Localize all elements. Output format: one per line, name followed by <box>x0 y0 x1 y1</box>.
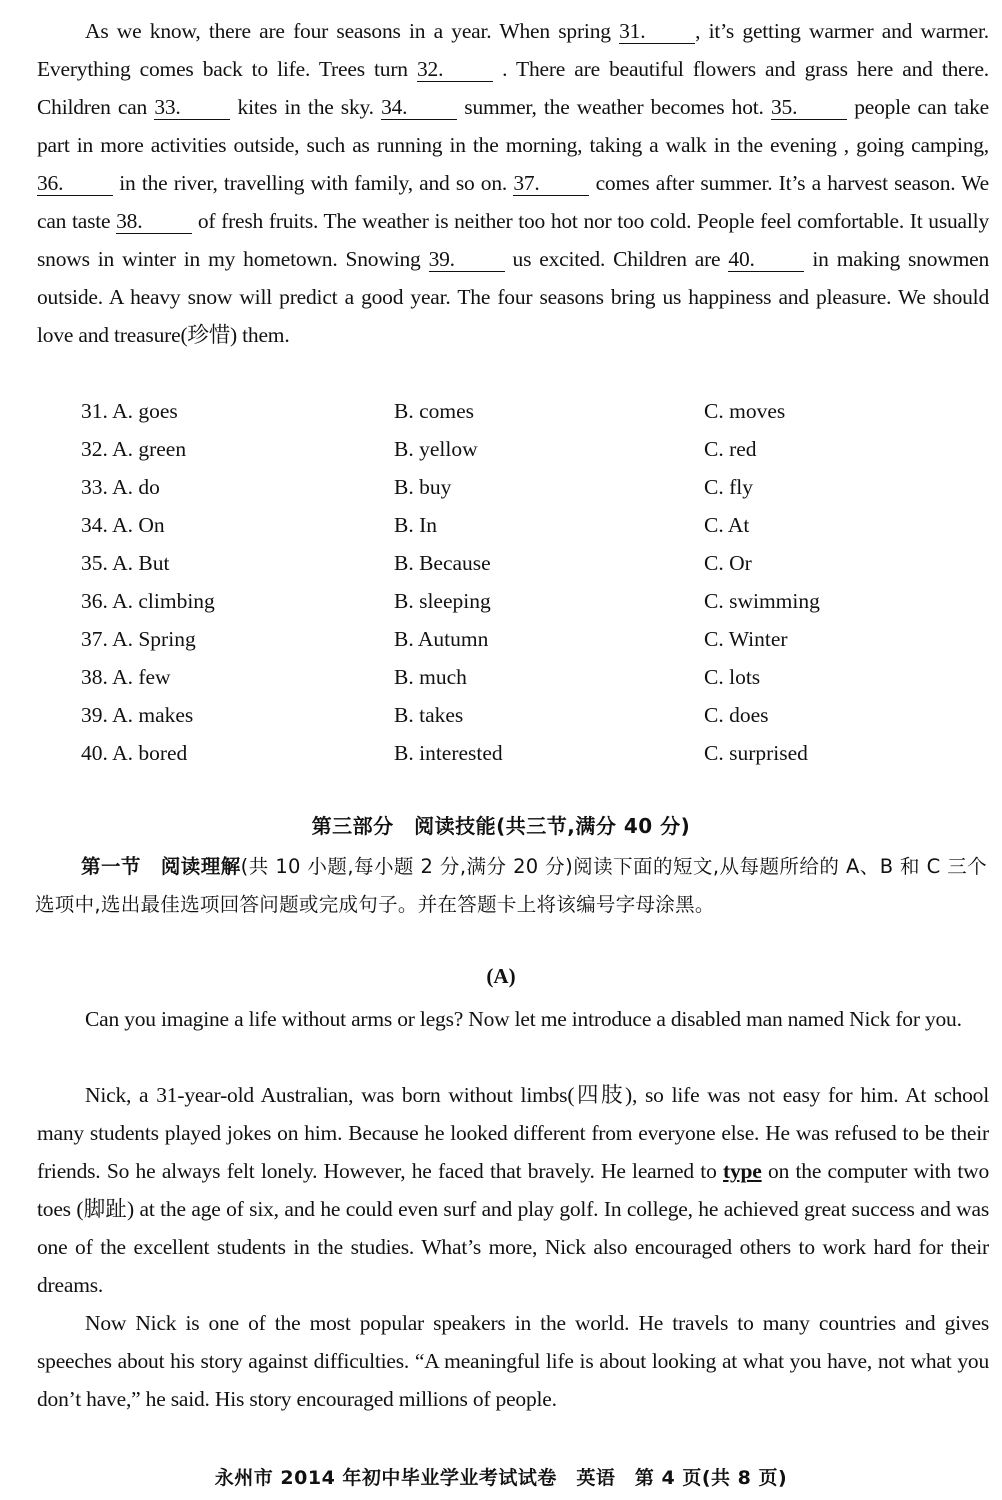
question-number: 35. <box>81 551 108 575</box>
option-row <box>81 734 961 772</box>
option-row <box>81 506 961 544</box>
option-a <box>81 620 196 658</box>
passage-p2-text-before: Nick, a 31-year-old Australian, was born without limbs(四肢), so life was not easy for him. At school many students played jokes on him. Because he looked different from everyone else. He was refused to be their friends. So he always felt lonely. However, he faced that bravely. He learned to <box>37 1083 989 1183</box>
cloze-blank: 33. <box>154 95 230 120</box>
option-b: B. comes <box>394 399 475 423</box>
cloze-blank: 32. <box>417 57 493 82</box>
question-number: 40. <box>81 741 108 765</box>
option-row <box>81 582 961 620</box>
cloze-blank: 40. <box>728 247 804 272</box>
section-heading: 第一节 阅读理解 <box>81 855 241 878</box>
question-number: 31. <box>81 399 108 423</box>
option-b: B. takes <box>394 703 464 727</box>
cloze-text: in the river, travelling with family, and so on. <box>113 171 514 195</box>
cloze-passage <box>37 12 989 354</box>
option-b: B. interested <box>394 741 503 765</box>
option-c: C. fly <box>704 475 753 499</box>
option-c: C. moves <box>704 399 786 423</box>
passage-p2-text-after: on the computer with two toes (脚趾) at the age of six, and he could even surf and play golf. In college, he achieved great success and was one of the excellent students in the studies. What’s more, Nick also encouraged others to work hard for their dreams. <box>37 1159 989 1297</box>
option-a <box>81 468 160 506</box>
option-a-text: A. green <box>112 437 187 461</box>
cloze-text: kites in the sky. <box>230 95 382 119</box>
cloze-blank: 35. <box>771 95 847 120</box>
question-number: 37. <box>81 627 108 651</box>
cloze-text: summer, the weather becomes hot. <box>457 95 771 119</box>
question-number: 34. <box>81 513 108 537</box>
option-row <box>81 544 961 582</box>
cloze-text: comes after summer. It’s a harvest season. We can taste <box>37 171 989 233</box>
option-a-text: A. do <box>112 475 160 499</box>
question-number: 36. <box>81 589 108 613</box>
option-a-text: A. On <box>112 513 165 537</box>
question-number: 39. <box>81 703 108 727</box>
option-c: C. red <box>704 437 757 461</box>
option-b: B. yellow <box>394 437 478 461</box>
passage-paragraph-2 <box>37 1076 989 1304</box>
option-a <box>81 658 171 696</box>
option-c: C. Winter <box>704 627 788 651</box>
option-row <box>81 430 961 468</box>
option-row <box>81 696 961 734</box>
option-a-text: A. bored <box>112 741 188 765</box>
cloze-options <box>81 392 961 772</box>
option-c: C. surprised <box>704 741 808 765</box>
question-number: 32. <box>81 437 108 461</box>
option-a-text: A. Spring <box>112 627 196 651</box>
option-c: C. Or <box>704 551 752 575</box>
cloze-text: in making snowmen outside. A heavy snow will predict a good year. The four seasons bring us happiness and pleasure. We should love and treasure(珍惜) them. <box>37 247 989 347</box>
option-row <box>81 392 961 430</box>
cloze-text: us excited. Children are <box>504 247 729 271</box>
cloze-text: , it’s getting warmer and warmer. Everything comes back to life. Trees turn <box>37 19 989 81</box>
section-instructions <box>35 848 987 924</box>
option-c: C. At <box>704 513 750 537</box>
option-b: B. buy <box>394 475 452 499</box>
cloze-blank: 36. <box>37 171 113 196</box>
cloze-text: . There are beautiful flowers and grass here and there. Children can <box>37 57 989 119</box>
keyword-type: type <box>723 1159 762 1183</box>
option-c: C. swimming <box>704 589 820 613</box>
option-a-text: A. climbing <box>112 589 215 613</box>
cloze-blank: 31. <box>619 19 695 44</box>
section-instruction-text: (共 10 小题,每小题 2 分,满分 20 分)阅读下面的短文,从每题所给的 A、B 和 C 三个选项中,选出最佳选项回答问题或完成句子。并在答题卡上将该编号字母涂黑。 <box>35 855 987 916</box>
option-row <box>81 658 961 696</box>
cloze-blank: 39. <box>429 247 505 272</box>
option-a <box>81 734 187 772</box>
page-footer: 永州市 2014 年初中毕业学业考试试卷 英语 第 4 页(共 8 页) <box>214 1467 788 1489</box>
option-a <box>81 544 169 582</box>
option-b: B. In <box>394 513 437 537</box>
option-b: B. sleeping <box>394 589 491 613</box>
cloze-blank: 34. <box>381 95 457 120</box>
option-a-text: A. makes <box>112 703 194 727</box>
passage-label: (A) <box>486 964 516 988</box>
option-a <box>81 392 178 430</box>
option-b: B. much <box>394 665 467 689</box>
cloze-blank: 37. <box>513 171 589 196</box>
section-title: 第三部分 阅读技能(共三节,满分 40 分) <box>311 814 691 838</box>
passage-paragraph-1: Can you imagine a life without arms or legs? Now let me introduce a disabled man named Nick for you. <box>85 1007 962 1031</box>
option-b: B. Autumn <box>394 627 489 651</box>
option-a <box>81 430 186 468</box>
option-c: C. does <box>704 703 769 727</box>
option-a <box>81 506 165 544</box>
option-a-text: A. goes <box>112 399 178 423</box>
option-a <box>81 582 215 620</box>
option-b: B. Because <box>394 551 491 575</box>
question-number: 38. <box>81 665 108 689</box>
option-row <box>81 468 961 506</box>
passage-paragraph-3: Now Nick is one of the most popular speakers in the world. He travels to many countries and gives speeches about his story against difficulties. “A meaningful life is about looking at what you have, not what you don’t have,” he said. His story encouraged millions of people. <box>37 1311 989 1411</box>
question-number: 33. <box>81 475 108 499</box>
option-a-text: A. few <box>112 665 171 689</box>
cloze-text: of fresh fruits. The weather is neither too hot nor too cold. People feel comfortable. It usually snows in winter in my hometown. Snowing <box>37 209 989 271</box>
option-c: C. lots <box>704 665 761 689</box>
option-a-text: A. But <box>112 551 170 575</box>
cloze-text: people can take part in more activities outside, such as running in the morning, taking a walk in the evening , going camping, <box>37 95 989 157</box>
option-row <box>81 620 961 658</box>
option-a <box>81 696 193 734</box>
cloze-text: As we know, there are four seasons in a year. When spring <box>85 19 620 43</box>
cloze-blank: 38. <box>116 209 192 234</box>
